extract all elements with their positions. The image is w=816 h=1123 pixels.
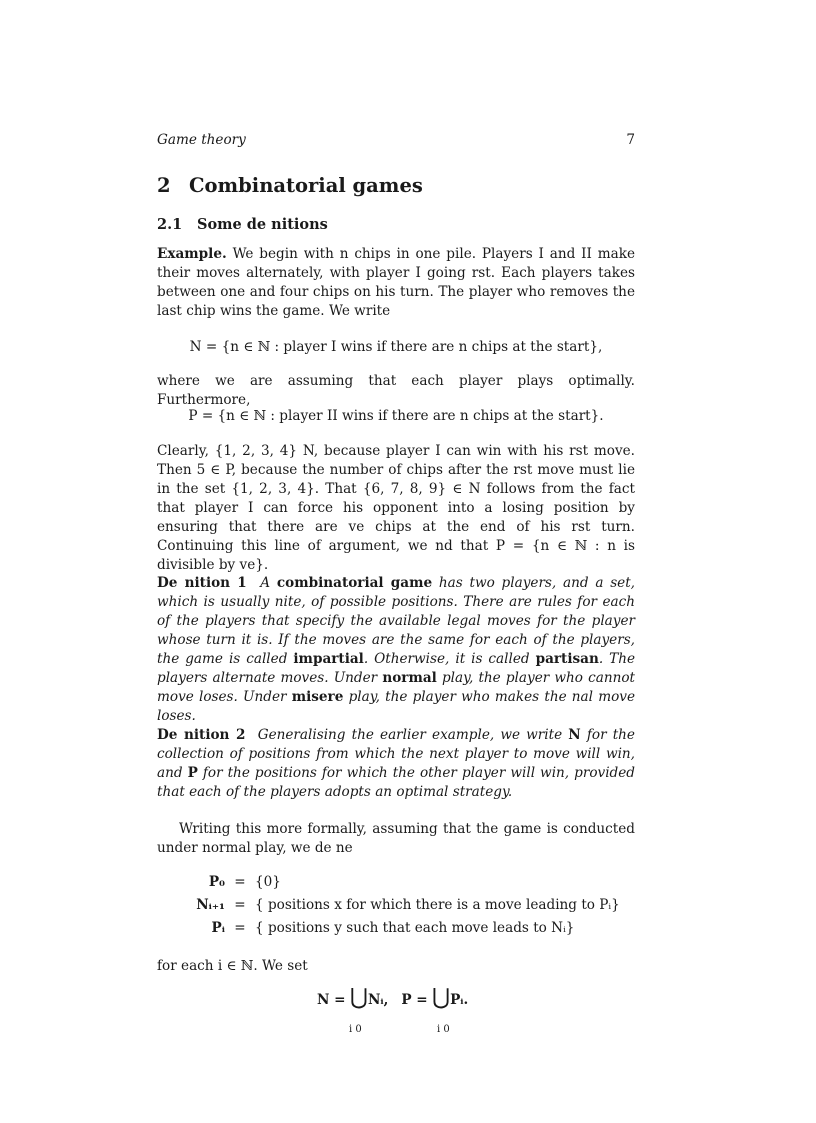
running-title: Game theory (157, 132, 246, 148)
union-equation (157, 980, 635, 1040)
definition-1 (157, 574, 635, 726)
def1-term-misere: misere (291, 689, 344, 705)
equation-lhs: Nᵢ₊₁ (196, 897, 225, 913)
def1-text: . Otherwise, it is called (363, 651, 530, 667)
def1-term-impartial: impartial (293, 651, 364, 667)
union-N-lhs: N = (317, 992, 346, 1008)
paragraph-optimal: where we are assuming that each player plays optimally. Furthermore, (157, 373, 635, 408)
definition-2 (157, 726, 635, 802)
definition-1-label: De nition 1 (157, 575, 247, 591)
equation-rhs: {0} (255, 874, 281, 890)
def1-term-partisan: partisan (535, 651, 599, 667)
section-title: Combinatorial games (189, 174, 423, 197)
def2-term-N: N (568, 727, 581, 743)
union-symbol: ⋃ (432, 985, 451, 1010)
equation-row (177, 873, 620, 896)
union-N-term: Nᵢ, (367, 992, 389, 1008)
equation-P: P = {n ∈ ℕ : player II wins if there are n chips at the start}. (188, 408, 604, 424)
equation-lhs: P₀ (208, 874, 225, 890)
example-label: Example. (157, 246, 227, 262)
definition-2-label: De nition 2 (157, 727, 246, 743)
def1-text: play, the player who cannot move loses. Under (157, 670, 635, 705)
def1-text: A (260, 575, 271, 591)
section-number: 2 (157, 174, 171, 197)
def2-text: for the collection of positions from which the next player to move will win, and (157, 727, 635, 781)
subsection-number: 2.1 (157, 216, 183, 233)
equation-op: = (234, 920, 246, 936)
equation-N: N = {n ∈ ℕ : player I wins if there are n chips at the start}, (189, 339, 603, 355)
union-P-term: Pᵢ. (450, 992, 469, 1008)
def1-text: play, the player who makes the nal move loses. (157, 689, 636, 724)
union-P-lhs: P = (401, 992, 428, 1008)
equation-rhs: { positions y such that each move leads to Nᵢ} (255, 920, 575, 936)
def1-text: has two players, and a set, which is usually nite, of possible positions. There are rules for each of the players that specify the available legal moves for the player whose turn it is. If the moves are the same for each of the players, the game is called (157, 575, 636, 667)
page-number: 7 (626, 132, 635, 148)
union-symbol: ⋃ (349, 985, 368, 1010)
paragraph-clearly: Clearly, {1, 2, 3, 4} N, because player I can win with his rst move. Then 5 ∈ P, because the number of chips after the rst move must lie in the set {1, 2, 3, 4}. That {6, 7, 8, 9} ∈ N follows from the fact that player I can force his opponent into a losing position by ensuring that there are ve chips at the end of his rst turn. Continuing this line of argument, we nd that P = {n ∈ ℕ : n is divisible by ve}. (157, 443, 635, 573)
equation-op: = (234, 897, 246, 913)
def2-text: Generalising the earlier example, we write (257, 727, 563, 743)
section-heading (157, 176, 423, 195)
equation-op: = (234, 874, 246, 890)
paragraph-formally: Writing this more formally, assuming that the game is conducted under normal play, we de ne (157, 821, 635, 856)
def2-term-P: P (187, 765, 198, 781)
union-subscript: i 0 (349, 1024, 362, 1035)
def1-term-normal: normal (382, 670, 437, 686)
def1-term-combinatorial-game: combinatorial game (276, 575, 433, 591)
subsection-title: Some de nitions (197, 216, 328, 233)
example-text: We begin with n chips in one pile. Players I and II make their moves alternately, with player I going rst. Each players takes between one and four chips on his turn. The player who removes the last chip wins the game. We write (157, 246, 635, 319)
equation-row (177, 919, 620, 942)
def1-text: . The players alternate moves. Under (157, 651, 636, 686)
def2-text: for the positions for which the other player will win, provided that each of the players adopts an optimal strategy. (157, 765, 636, 800)
union-expression (317, 985, 469, 1010)
example-paragraph (157, 245, 635, 321)
union-subscript: i 0 (437, 1024, 450, 1035)
recursion-equations (177, 873, 620, 942)
subsection-heading (157, 215, 328, 234)
equation-lhs: Pᵢ (211, 920, 225, 936)
equation-row (177, 896, 620, 919)
paragraph-foreach: for each i ∈ ℕ. We set (157, 958, 308, 974)
running-head (157, 131, 635, 150)
equation-rhs: { positions x for which there is a move leading to Pᵢ} (255, 897, 620, 913)
